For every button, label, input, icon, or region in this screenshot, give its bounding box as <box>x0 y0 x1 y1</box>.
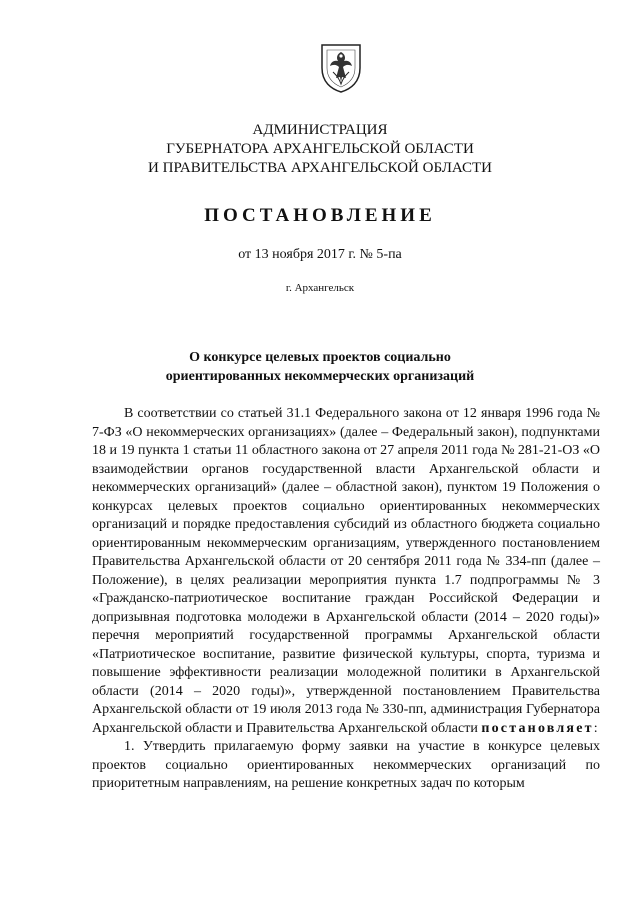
authority-line: ГУБЕРНАТОРА АРХАНГЕЛЬСКОЙ ОБЛАСТИ <box>166 141 474 157</box>
subject-line: ориентированных некоммерческих организаций <box>165 369 475 384</box>
preamble-text: В соответствии со статьей 31.1 Федерального закона от 12 января 1996 года № 7-ФЗ «О некоммерческих организациях» (далее – Федеральный закон), подпунктами 18 и 19 пункта 1 статьи 11 областного закона от 27 апреля 2011 года № 281-21-ОЗ «О взаимодействии органов государственной власти Архангельской области и некоммерческих организаций» (далее – областной закон), пунктом 19 Положения о конкурсах целевых проектов социально ориентированных некоммерческих организаций и порядке предоставления субсидий из областного бюджета социально ориентированным некоммерческим организациям, утвержденного постановлением Правительства Архангельской области от 20 сентября 2011 года № 334-пп (далее – Положение), в целях реализации мероприятия пункта 1.7 подпрограммы № 3 «Гражданско-патриотическое воспитание граждан Российской Федерации и допризывная подготовка молодежи в Архангельской области (2014 – 2020 годы)» перечня мероприятий государственной программы Архангельской области «Патриотическое воспитание, развитие физической культуры, спорта, туризма и повышение эффективности реализации молодежной политики в Архангельской области (2014 – 2020 годы)», утвержденной постановлением Правительства Архангельской области от 19 июля 2013 года № 330-пп, администрация Губернатора Архангельской области и Правительства Архангельской области <box>92 406 600 736</box>
document-city: г. Архангельск <box>285 282 355 294</box>
item-1-paragraph: 1. Утвердить прилагаемую форму заявки на участие в конкурсе целевых проектов социально ориентированных некоммерческих организаций по приоритетным направлениям, на решение конкретных задач по которым <box>92 739 600 791</box>
decree-colon: : <box>593 720 598 736</box>
document-date-number: от 13 ноября 2017 г. № 5-па <box>238 247 402 262</box>
issuing-authority <box>0 121 640 178</box>
decree-word: постановляет <box>481 720 594 736</box>
authority-line: АДМИНИСТРАЦИЯ <box>252 122 388 138</box>
document-body <box>92 405 600 794</box>
subject-line: О конкурсе целевых проектов социально <box>189 350 451 365</box>
coat-of-arms-icon <box>319 42 363 94</box>
authority-line: И ПРАВИТЕЛЬСТВА АРХАНГЕЛЬСКОЙ ОБЛАСТИ <box>148 160 492 176</box>
document-subject <box>0 348 640 386</box>
preamble-paragraph <box>92 405 600 738</box>
document-type-title: ПОСТАНОВЛЕНИЕ <box>204 205 436 226</box>
